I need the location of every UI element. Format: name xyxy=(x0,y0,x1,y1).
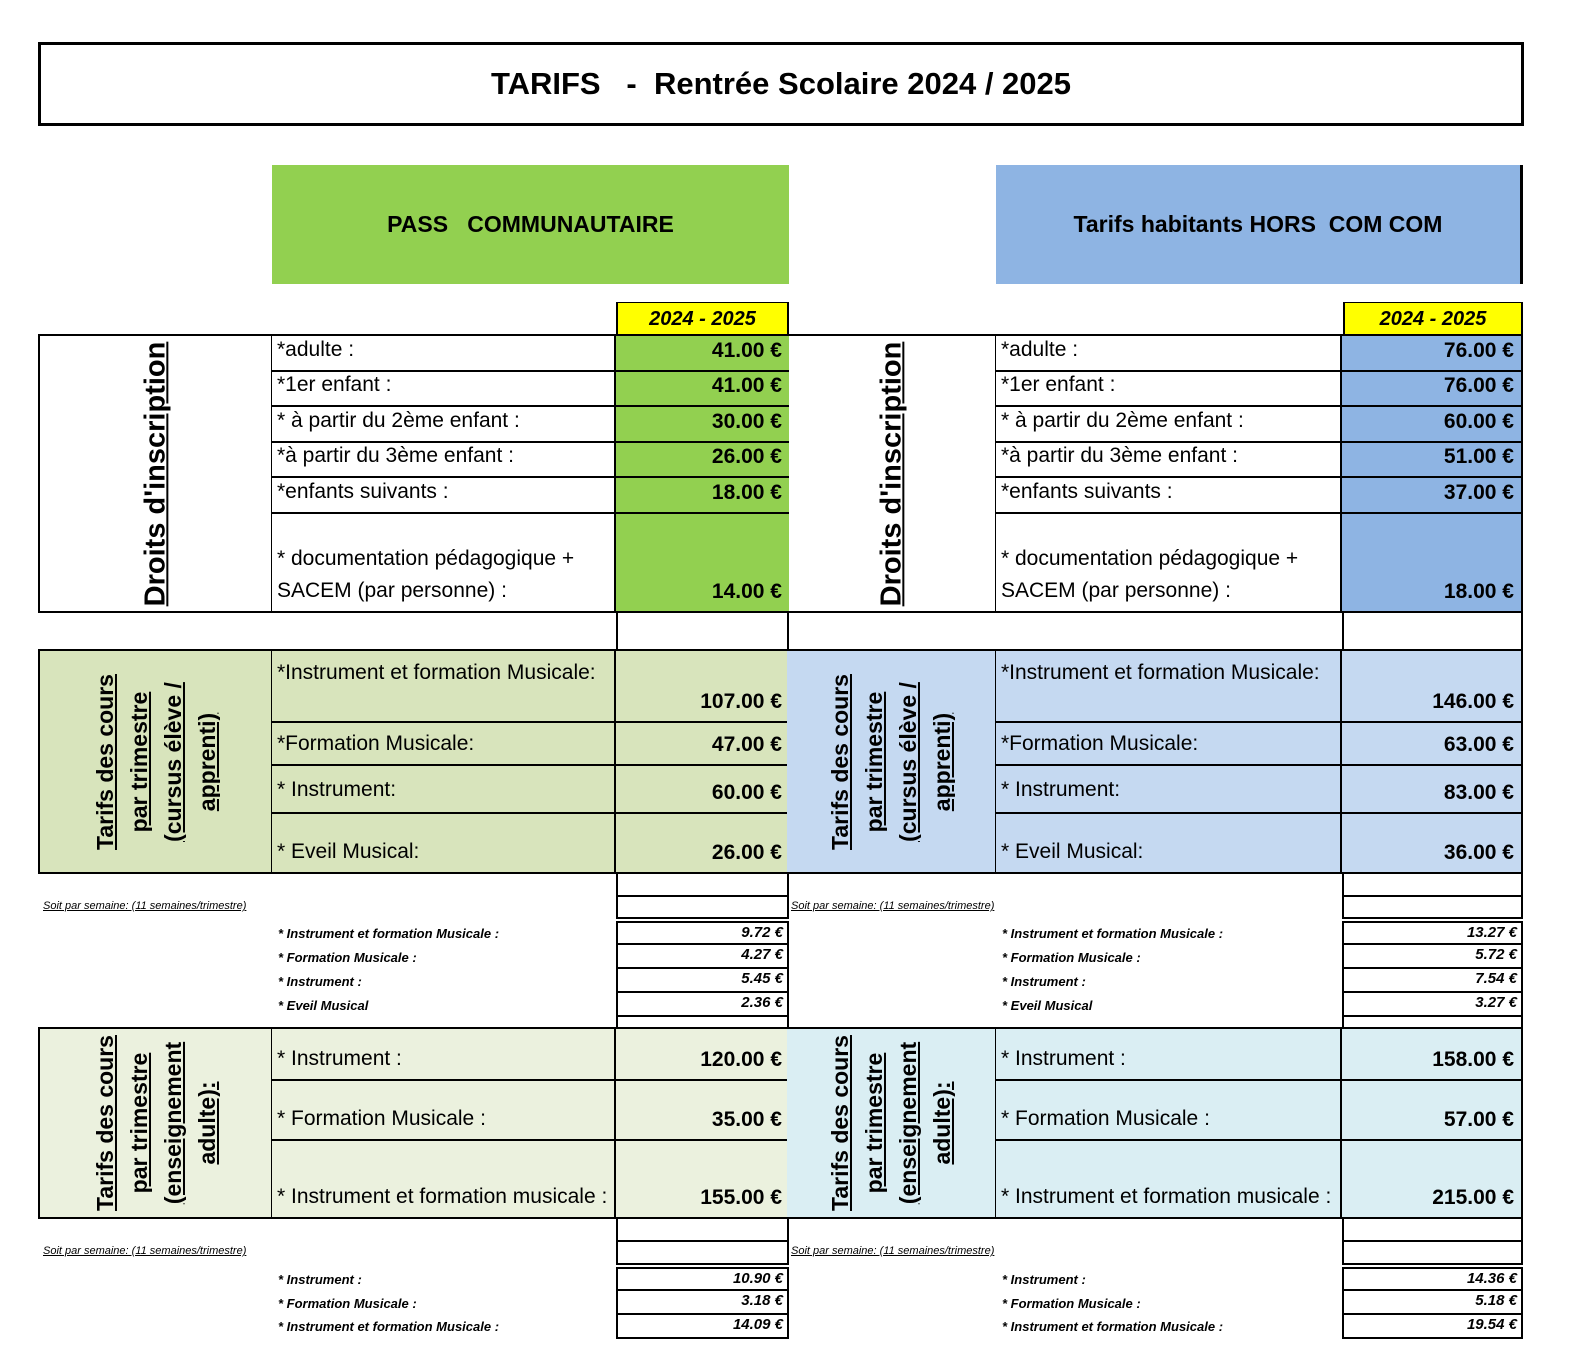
inscription-row-value: 41.00 € xyxy=(616,336,789,372)
adult-section-label: Tarifs des cours par trimestre (enseignement adulte): xyxy=(40,1029,272,1217)
inscription-row-value: 37.00 € xyxy=(1342,478,1521,514)
weekly-row-value: 14.09 € xyxy=(616,1315,789,1339)
weekly-row-value: 4.27 € xyxy=(616,945,789,969)
course-row-label: * Eveil Musical: xyxy=(996,814,1342,872)
inscription-row-value: 76.00 € xyxy=(1342,336,1521,372)
inscription-table-right xyxy=(787,334,1523,613)
inscription-row-value: 18.00 € xyxy=(616,478,789,514)
course-row-label: *Instrument et formation Musicale: xyxy=(272,651,616,723)
course-row-label: * Instrument: xyxy=(272,766,616,814)
weekly-row-label: * Formation Musicale : xyxy=(278,950,417,965)
weekly-row-label: * Eveil Musical xyxy=(1002,998,1093,1013)
course-row-value: 63.00 € xyxy=(1342,723,1521,766)
inscription-row-value: 51.00 € xyxy=(1342,443,1521,478)
inscription-row-label: *enfants suivants : xyxy=(272,478,616,514)
adult-row-value: 155.00 € xyxy=(700,1186,782,1209)
adult-row-value: 215.00 € xyxy=(1432,1186,1514,1209)
inscription-row-label: *enfants suivants : xyxy=(996,478,1342,514)
inscription-row-label: *adulte : xyxy=(996,336,1342,372)
courses-section-label: Tarifs des cours par trimestre (cursus élève / apprenti) xyxy=(40,651,272,872)
adult-row-label: * Formation Musicale : xyxy=(996,1081,1342,1141)
course-row-value: 26.00 € xyxy=(711,841,782,864)
weekly-row-value: 14.36 € xyxy=(1342,1267,1523,1291)
course-row-label: *Formation Musicale: xyxy=(272,723,616,766)
course-row-value: 107.00 € xyxy=(616,651,789,723)
course-row-value: 60.00 € xyxy=(616,766,789,814)
adult-table-right xyxy=(787,1027,1523,1219)
inscription-row-label: * à partir du 2ème enfant : xyxy=(272,407,616,443)
weekly-row-label: * Formation Musicale : xyxy=(1002,950,1141,965)
course-row-label: *Instrument et formation Musicale: xyxy=(996,651,1342,723)
inscription-row-value: 18.00 € xyxy=(1443,580,1514,603)
inscription-row-label: *adulte : xyxy=(272,336,616,372)
courses-section-label: Tarifs des cours par trimestre (cursus élève / apprenti) xyxy=(787,651,996,872)
courses-table-left xyxy=(38,649,789,874)
hors-com-com-header: Tarifs habitants HORS COM COM xyxy=(996,165,1523,284)
weekly-row-label: * Eveil Musical xyxy=(278,998,369,1013)
inscription-table-left xyxy=(38,334,789,613)
weekly-row-value: 3.27 € xyxy=(1342,993,1523,1017)
weekly-row-value: 3.18 € xyxy=(616,1291,789,1315)
inscription-row-label: * à partir du 2ème enfant : xyxy=(996,407,1342,443)
course-row-value: 83.00 € xyxy=(1342,766,1521,814)
inscription-row-value: 76.00 € xyxy=(1342,372,1521,407)
weekly-row-value: 5.18 € xyxy=(1342,1291,1523,1315)
adult-section-label: Tarifs des cours par trimestre (enseignement adulte): xyxy=(787,1029,996,1217)
year-badge-left: 2024 - 2025 xyxy=(616,302,789,335)
weekly-row-label: * Instrument et formation Musicale : xyxy=(1002,1319,1224,1334)
adult-row-value: 35.00 € xyxy=(616,1081,789,1141)
weekly-row-value: 7.54 € xyxy=(1342,969,1523,993)
inscription-row-label: *1er enfant : xyxy=(996,372,1342,407)
weekly-caption: Soit par semaine: (11 semaines/trimestre) xyxy=(43,1245,247,1257)
weekly-row-label: * Instrument et formation Musicale : xyxy=(278,926,500,941)
adult-row-label: * Formation Musicale : xyxy=(272,1081,616,1141)
weekly-row-label: * Formation Musicale : xyxy=(1002,1296,1141,1311)
course-row-value: 36.00 € xyxy=(1443,841,1514,864)
weekly-row-label: * Formation Musicale : xyxy=(278,1296,417,1311)
adult-row-value: 57.00 € xyxy=(1342,1081,1521,1141)
course-row-label: *Formation Musicale: xyxy=(996,723,1342,766)
weekly-row-label: * Instrument : xyxy=(1002,974,1086,989)
weekly-row-value: 5.72 € xyxy=(1342,945,1523,969)
weekly-row-value: 19.54 € xyxy=(1342,1315,1523,1339)
weekly-caption: Soit par semaine: (11 semaines/trimestre) xyxy=(791,900,995,912)
pass-communautaire-header: PASS COMMUNAUTAIRE xyxy=(272,165,789,284)
course-row-label: * Instrument: xyxy=(996,766,1342,814)
weekly-row-value: 2.36 € xyxy=(616,993,789,1017)
weekly-row-label: * Instrument : xyxy=(1002,1272,1086,1287)
weekly-row-value: 13.27 € xyxy=(1342,921,1523,945)
course-row-value: 47.00 € xyxy=(616,723,789,766)
weekly-row-label: * Instrument : xyxy=(278,974,362,989)
weekly-row-label: * Instrument et formation Musicale : xyxy=(1002,926,1224,941)
page-title: TARIFS - Rentrée Scolaire 2024 / 2025 xyxy=(38,42,1524,126)
adult-row-label: * Instrument : xyxy=(272,1029,616,1081)
year-badge-right: 2024 - 2025 xyxy=(1343,302,1523,335)
inscription-row-label: * documentation pédagogique + SACEM (par personne) : xyxy=(996,514,1342,611)
weekly-row-value: 10.90 € xyxy=(616,1267,789,1291)
inscription-row-value: 14.00 € xyxy=(711,580,782,603)
adult-row-label: * Instrument et formation musicale : xyxy=(996,1141,1342,1217)
weekly-caption: Soit par semaine: (11 semaines/trimestre) xyxy=(43,900,247,912)
inscription-section-label: Droits d'inscription xyxy=(787,336,996,611)
inscription-row-label: *à partir du 3ème enfant : xyxy=(996,443,1342,478)
adult-row-label: * Instrument : xyxy=(996,1029,1342,1081)
adult-row-value: 120.00 € xyxy=(616,1029,789,1081)
inscription-row-label: * documentation pédagogique + SACEM (par personne) : xyxy=(272,514,616,611)
courses-table-right xyxy=(787,649,1523,874)
course-row-value: 146.00 € xyxy=(1342,651,1521,723)
weekly-caption: Soit par semaine: (11 semaines/trimestre) xyxy=(791,1245,995,1257)
inscription-section-label: Droits d'inscription xyxy=(40,336,272,611)
weekly-row-label: * Instrument : xyxy=(278,1272,362,1287)
weekly-row-label: * Instrument et formation Musicale : xyxy=(278,1319,500,1334)
inscription-row-value: 26.00 € xyxy=(616,443,789,478)
adult-row-label: * Instrument et formation musicale : xyxy=(272,1141,616,1217)
adult-table-left xyxy=(38,1027,789,1219)
weekly-row-value: 5.45 € xyxy=(616,969,789,993)
inscription-row-label: *1er enfant : xyxy=(272,372,616,407)
weekly-row-value: 9.72 € xyxy=(616,921,789,945)
inscription-row-value: 60.00 € xyxy=(1342,407,1521,443)
inscription-row-value: 41.00 € xyxy=(616,372,789,407)
adult-row-value: 158.00 € xyxy=(1342,1029,1521,1081)
inscription-row-value: 30.00 € xyxy=(616,407,789,443)
inscription-row-label: *à partir du 3ème enfant : xyxy=(272,443,616,478)
course-row-label: * Eveil Musical: xyxy=(272,814,616,872)
